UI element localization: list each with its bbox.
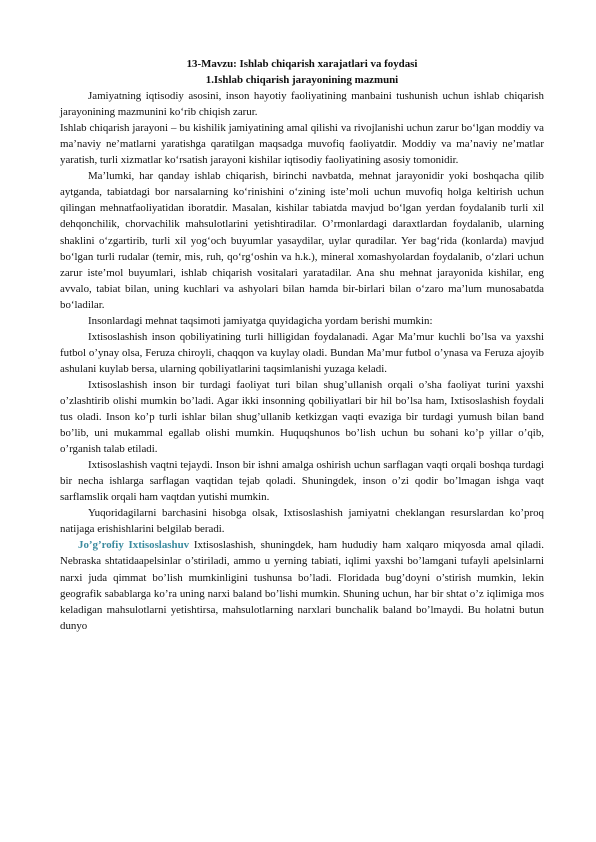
section-heading: 1.Ishlab chiqarish jarayonining mazmuni bbox=[205, 74, 399, 87]
paragraph-specialization-summary: Yuqoridagilarni barchasini hisobga olsak, Ixtisoslashish jamiyatni cheklangan resurslardan ko’proq natijaga erishishlarini belgilab beradi. bbox=[60, 507, 544, 536]
paragraph-geographic-specialization bbox=[60, 537, 544, 633]
paragraph-text: Ixtisoslashish, shuningdek, ham hududiy ham xalqaro miqyosda amal qiladi. Nebraska shtatidaapelsinlar o’stiriladi, ammo u yerning tabiati, iqlimi yaxshi bo’lamgani tufayli apelsinlarni narxi juda qimmat bo’lish mumkinligini tushunsa bo’ladi. Floridada bug’doyni o’stirish mumkin, lekin geografik sabablarga ko’ra uning narxi baland bo’lishi mumkin. Shuning uchun, har bir shtat o’z iqlimiga mos keladigan mahsulotlarni yetishtirsa, mahsulotlarning narxlari bunchalik baland bo’lmaydi. Bu holatni butun dunyo bbox=[60, 539, 544, 632]
paragraph-labor-process: Ma’lumki, har qanday ishlab chiqarish, birinchi navbatda, mehnat jarayonidir yoki boshqacha qilib aytganda, tabiatdagi bor narsalarning ko‘rinishini o‘zining iste’moli uchun muvofiq holga keltirish uchun qilingan mehnatfaoliyatidan iboratdir. Masalan, kishilar tabiatda mavjud bo‘lgan yerdan foydalanib turli xil dehqonchilik, chorvachilik mahsulotlarini yetishtiradilar. O’rmonlardagi daraxtlardan foydalanib, ularning shaklini o‘zgartirib, turli xil yog‘och buyumlar yasaydilar, uylar quradilar. Yer bag‘rida (konlarda) mavjud bo‘lgan turli rudalar (temir, mis, ruh, qo‘rg‘oshin va h.k.), mineral xomashyolardan foydalanib, o‘zlari uchun zarur iste’mol buyumlari, ishlab chiqarish vositalari yaratadilar. Ana shu mehnat jarayonida kishilar, eng avvalo, tabiat bilan, uning kuchlari va ashyolari bilan hamda bir-birlari bilan o‘zaro ma’lum munosabatda bo‘ladilar. bbox=[60, 170, 544, 311]
paragraph-intro: Jamiyatning iqtisodiy asosini, inson hayotiy faoliyatining manbaini tushunish uchun ishlab chiqarish jarayonining mazmunini ko‘rib chiqish zarur. bbox=[60, 90, 544, 119]
paragraph-definition: Ishlab chiqarish jarayoni – bu kishilik jamiyatining amal qilishi va rivojlanishi uchun zarur bo‘lgan moddiy va ma’naviy ne’matlarni yaratishga qaratilgan maqsadga muvofiq faoliyatdir. Moddiy va ma’naviy ne’matlar yaratish, turli xizmatlar ko‘rsatish jarayoni kishilar iqtisodiy faoliyatining asosiy tomonidir. bbox=[60, 122, 544, 167]
inline-heading: Jo’g’rofiy Ixtisoslashuv bbox=[78, 539, 190, 552]
paragraph-division-of-labor: Insonlardagi mehnat taqsimoti jamiyatga quyidagicha yordam berishi mumkin: bbox=[88, 314, 433, 327]
paragraph-specialization-skill: Ixtisoslashish inson bir turdagi faoliyat turi bilan shug’ullanish orqali o’sha faoliyat turini yaxshi o’zlashtirib olishi mumkin bo’ladi. Agar ikki insonning qobiliyatlari bir hil bo’lsa ham, Ixtisoslashish foydali tus oladi. Inson ko’p turli ishlar bilan shug’ullanib ketkizgan vaqti evaziga bir turdagi yumush bilan band bo’lib, uni mukammal egallab olishi mumkin. Huquqshunos bo’lish uchun bu sohani ko’p yillar o’qib, o’rganish talab etiladi. bbox=[60, 378, 544, 456]
page-title: 13-Mavzu: Ishlab chiqarish xarajatlari va foydasi bbox=[186, 58, 418, 70]
paragraph-specialization-time: Ixtisoslashish vaqtni tejaydi. Inson bir ishni amalga oshirish uchun sarflagan vaqti orqali boshqa turdagi bir necha ishlarga sarflagan vaqtidan tejab qoladi. Shuningdek, inson o’zi qodir bo’lmagan ishga vaqt sarflamslik orqali ham vaqtdan yutishi mumkin. bbox=[60, 459, 544, 504]
document-page bbox=[60, 56, 544, 634]
paragraph-specialization-abilities: Ixtisoslashish inson qobiliyatining turli hilligidan foydalanadi. Agar Ma’mur kuchli bo’lsa va yaxshi futbol o’ynay olsa, Feruza chiroyli, chaqqon va kuylay oladi. Bundan Ma’mur futbol o’ynasa va Feruza ajoyib ashulani kuylab bersa, ularning qobiliyatlarini taqsimlanishi yuzaga keladi. bbox=[60, 330, 544, 375]
